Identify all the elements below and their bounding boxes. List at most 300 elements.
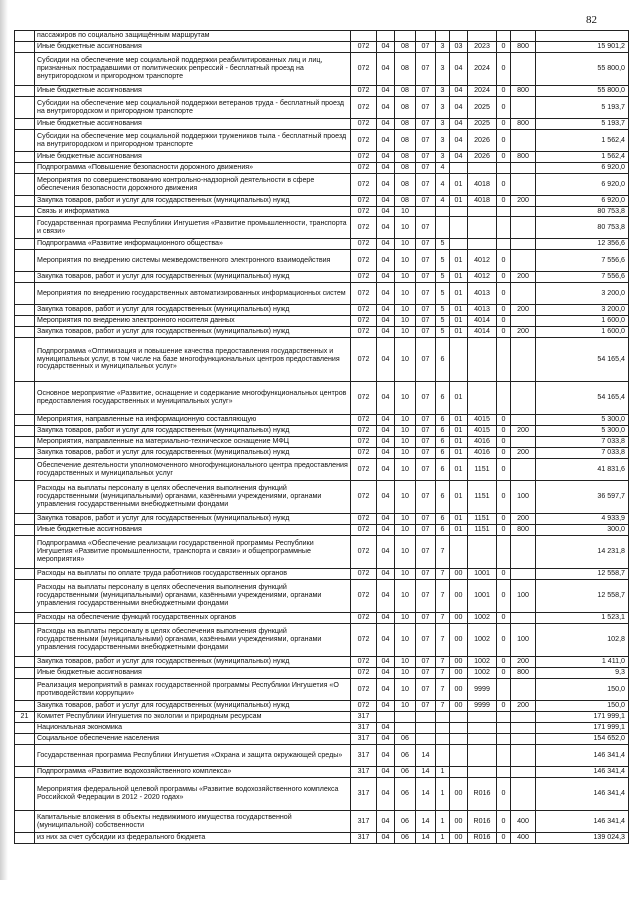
cell-pp [436, 723, 450, 734]
cell-pr: 10 [395, 272, 416, 283]
cell-ved: 072 [351, 569, 377, 580]
cell-ved: 072 [351, 437, 377, 448]
cell-rz: 04 [377, 174, 395, 196]
cell-om: 00 [450, 624, 468, 657]
cell-sum: 7 033,8 [536, 437, 629, 448]
cell-gp: 07 [416, 250, 436, 272]
cell-ns [468, 217, 497, 239]
cell-name: Капитальные вложения в объекты недвижимого имущества государственной (муниципальной) собственности [35, 811, 351, 833]
cell-num [15, 426, 35, 437]
cell-gp: 07 [416, 53, 436, 86]
cell-pr: 06 [395, 778, 416, 811]
cell-ns: R016 [468, 833, 497, 844]
cell-pr: 06 [395, 811, 416, 833]
cell-rz: 04 [377, 514, 395, 525]
cell-num [15, 569, 35, 580]
cell-gp: 07 [416, 569, 436, 580]
cell-pr [395, 723, 416, 734]
cell-name: Мероприятия по совершенствованию контрольно-надзорной деятельности в сфере обеспечения безопасности дорожного движения [35, 174, 351, 196]
cell-vr [511, 382, 536, 415]
cell-rz [377, 31, 395, 42]
cell-pp: 5 [436, 305, 450, 316]
cell-num [15, 152, 35, 163]
cell-ns: 4018 [468, 196, 497, 207]
cell-name: Расходы на выплаты персоналу в целях обеспечения выполнения функций государственными (муниципальными) органами, казёнными учреждениями, органами управления государственными внебюджетными фондами [35, 624, 351, 657]
table-row [15, 119, 629, 130]
cell-sum: 5 193,7 [536, 119, 629, 130]
table-row [15, 415, 629, 426]
cell-num [15, 31, 35, 42]
cell-rz: 04 [377, 119, 395, 130]
cell-gp: 07 [416, 657, 436, 668]
cell-ved: 317 [351, 723, 377, 734]
cell-ved: 317 [351, 778, 377, 811]
cell-gp: 07 [416, 163, 436, 174]
cell-gp: 07 [416, 272, 436, 283]
cell-num [15, 833, 35, 844]
cell-gp: 07 [416, 448, 436, 459]
cell-pp: 6 [436, 525, 450, 536]
cell-pp: 5 [436, 272, 450, 283]
cell-gp: 07 [416, 382, 436, 415]
cell-sum: 139 024,3 [536, 833, 629, 844]
cell-pr: 10 [395, 316, 416, 327]
cell-gp: 07 [416, 624, 436, 657]
cell-om: 01 [450, 525, 468, 536]
cell-ved: 072 [351, 42, 377, 53]
cell-ns: 4016 [468, 437, 497, 448]
table-row [15, 833, 629, 844]
cell-name: пассажиров по социально защищённым маршрутам [35, 31, 351, 42]
cell-name: из них за счет субсидии из федерального бюджета [35, 833, 351, 844]
cell-ns: 2024 [468, 53, 497, 86]
cell-om: 01 [450, 382, 468, 415]
cell-num [15, 778, 35, 811]
cell-num [15, 97, 35, 119]
cell-pp: 3 [436, 130, 450, 152]
cell-gp [416, 31, 436, 42]
cell-pp: 4 [436, 163, 450, 174]
cell-num [15, 174, 35, 196]
cell-ns [468, 734, 497, 745]
cell-pp [436, 31, 450, 42]
cell-ved: 072 [351, 207, 377, 217]
cell-ved: 072 [351, 459, 377, 481]
cell-pr: 06 [395, 745, 416, 767]
table-row [15, 207, 629, 217]
cell-sub: 0 [497, 657, 511, 668]
cell-sub: 0 [497, 174, 511, 196]
cell-ved: 072 [351, 679, 377, 701]
cell-gp: 14 [416, 778, 436, 811]
cell-num [15, 53, 35, 86]
cell-sum: 80 753,8 [536, 217, 629, 239]
cell-name: Субсидии на обеспечение мер социальной поддержки реабилитированных лиц и лиц, признанных пострадавшими от политических репрессий - бесплатный проезд на внутригородском и пригородном транспорте [35, 53, 351, 86]
table-row [15, 31, 629, 42]
cell-pp: 3 [436, 86, 450, 97]
cell-vr [511, 239, 536, 250]
cell-name: Закупка товаров, работ и услуг для государственных (муниципальных) нужд [35, 196, 351, 207]
cell-ns [468, 207, 497, 217]
cell-sub: 0 [497, 701, 511, 712]
cell-pp: 6 [436, 459, 450, 481]
cell-name: Иные бюджетные ассигнования [35, 42, 351, 53]
cell-pr: 10 [395, 481, 416, 514]
cell-rz: 04 [377, 250, 395, 272]
cell-rz: 04 [377, 569, 395, 580]
cell-gp: 14 [416, 833, 436, 844]
cell-ved: 072 [351, 305, 377, 316]
table-row [15, 811, 629, 833]
cell-sum: 9,3 [536, 668, 629, 679]
cell-sub: 0 [497, 580, 511, 613]
cell-ved: 072 [351, 174, 377, 196]
cell-sum: 55 800,0 [536, 86, 629, 97]
cell-sum: 12 356,6 [536, 239, 629, 250]
cell-pp: 1 [436, 778, 450, 811]
cell-rz: 04 [377, 382, 395, 415]
cell-sub [497, 723, 511, 734]
cell-rz: 04 [377, 723, 395, 734]
cell-rz: 04 [377, 130, 395, 152]
cell-rz: 04 [377, 426, 395, 437]
cell-ns: 1002 [468, 657, 497, 668]
cell-sub [497, 239, 511, 250]
cell-pr: 10 [395, 250, 416, 272]
table-row [15, 42, 629, 53]
cell-sub: 0 [497, 42, 511, 53]
cell-vr: 200 [511, 514, 536, 525]
cell-sum: 6 920,0 [536, 174, 629, 196]
cell-om: 01 [450, 272, 468, 283]
cell-vr: 800 [511, 668, 536, 679]
cell-pr: 10 [395, 536, 416, 569]
cell-ns: 2023 [468, 42, 497, 53]
cell-pr: 10 [395, 701, 416, 712]
cell-name: Социальное обеспечение населения [35, 734, 351, 745]
cell-rz: 04 [377, 415, 395, 426]
cell-num [15, 196, 35, 207]
cell-pr [395, 31, 416, 42]
cell-name: Государственная программа Республики Ингушетия «Охрана и защита окружающей среды» [35, 745, 351, 767]
cell-gp [416, 723, 436, 734]
cell-name: Закупка товаров, работ и услуг для государственных (муниципальных) нужд [35, 657, 351, 668]
cell-ns: 1151 [468, 459, 497, 481]
cell-gp: 07 [416, 305, 436, 316]
cell-gp [416, 207, 436, 217]
cell-pp: 7 [436, 569, 450, 580]
cell-sub: 0 [497, 833, 511, 844]
cell-num [15, 448, 35, 459]
cell-sub: 0 [497, 250, 511, 272]
cell-rz: 04 [377, 481, 395, 514]
cell-om [450, 31, 468, 42]
cell-vr: 800 [511, 119, 536, 130]
cell-vr [511, 569, 536, 580]
cell-gp: 07 [416, 679, 436, 701]
cell-vr: 200 [511, 272, 536, 283]
cell-sub: 0 [497, 305, 511, 316]
cell-pr: 08 [395, 152, 416, 163]
cell-sum: 102,8 [536, 624, 629, 657]
cell-ved: 317 [351, 833, 377, 844]
cell-pp: 7 [436, 679, 450, 701]
cell-pp: 6 [436, 437, 450, 448]
cell-sum: 1 600,0 [536, 327, 629, 338]
cell-name: Национальная экономика [35, 723, 351, 734]
cell-name: Обеспечение деятельности уполномоченного многофункционального центра предоставления государственных и муниципальных услуг [35, 459, 351, 481]
cell-om [450, 767, 468, 778]
cell-sum: 171 999,1 [536, 723, 629, 734]
table-row [15, 448, 629, 459]
cell-name: Закупка товаров, работ и услуг для государственных (муниципальных) нужд [35, 327, 351, 338]
cell-pp: 7 [436, 701, 450, 712]
cell-rz [377, 712, 395, 723]
cell-sum: 41 831,6 [536, 459, 629, 481]
cell-ved: 072 [351, 613, 377, 624]
cell-num [15, 239, 35, 250]
cell-vr [511, 734, 536, 745]
cell-ved: 072 [351, 272, 377, 283]
cell-sum: 4 933,9 [536, 514, 629, 525]
cell-pp: 4 [436, 196, 450, 207]
cell-ved: 072 [351, 97, 377, 119]
cell-sub [497, 767, 511, 778]
cell-ved: 072 [351, 119, 377, 130]
cell-sum: 154 652,0 [536, 734, 629, 745]
cell-vr [511, 130, 536, 152]
cell-sub: 0 [497, 481, 511, 514]
cell-gp: 07 [416, 668, 436, 679]
cell-pp: 6 [436, 481, 450, 514]
table-row [15, 778, 629, 811]
cell-sum: 7 556,6 [536, 272, 629, 283]
cell-ns: 4013 [468, 305, 497, 316]
cell-sum: 12 558,7 [536, 569, 629, 580]
cell-vr: 400 [511, 811, 536, 833]
cell-rz: 04 [377, 53, 395, 86]
cell-num [15, 701, 35, 712]
cell-sub [497, 734, 511, 745]
cell-name: Реализация мероприятий в рамках государственной программы Республики Ингушетия «О противодействии коррупции» [35, 679, 351, 701]
cell-vr: 200 [511, 196, 536, 207]
cell-gp: 07 [416, 130, 436, 152]
cell-num [15, 657, 35, 668]
cell-om: 01 [450, 196, 468, 207]
cell-om [450, 207, 468, 217]
cell-pr: 08 [395, 42, 416, 53]
cell-rz: 04 [377, 207, 395, 217]
cell-ved: 317 [351, 734, 377, 745]
cell-vr [511, 174, 536, 196]
cell-name: Подпрограмма «Развитие водохозяйственного комплекса» [35, 767, 351, 778]
cell-rz: 04 [377, 283, 395, 305]
cell-vr [511, 437, 536, 448]
cell-pr: 08 [395, 196, 416, 207]
cell-ved: 072 [351, 481, 377, 514]
cell-ns [468, 712, 497, 723]
cell-pp: 7 [436, 668, 450, 679]
cell-vr [511, 31, 536, 42]
cell-sub: 0 [497, 53, 511, 86]
cell-sum: 36 597,7 [536, 481, 629, 514]
cell-sum: 1 600,0 [536, 316, 629, 327]
page-number: 82 [586, 14, 597, 26]
cell-gp: 07 [416, 701, 436, 712]
cell-gp: 07 [416, 580, 436, 613]
cell-om: 00 [450, 657, 468, 668]
cell-om: 00 [450, 679, 468, 701]
cell-gp: 07 [416, 426, 436, 437]
cell-ns: 1001 [468, 569, 497, 580]
cell-pr: 10 [395, 305, 416, 316]
cell-ved: 072 [351, 250, 377, 272]
cell-num [15, 481, 35, 514]
cell-om: 00 [450, 778, 468, 811]
cell-name: Иные бюджетные ассигнования [35, 668, 351, 679]
cell-pp: 5 [436, 283, 450, 305]
table-row [15, 525, 629, 536]
cell-name: Комитет Республики Ингушетия по экологии и природным ресурсам [35, 712, 351, 723]
cell-num [15, 613, 35, 624]
cell-sum: 150,0 [536, 679, 629, 701]
cell-num [15, 42, 35, 53]
cell-om [450, 163, 468, 174]
cell-ns [468, 338, 497, 382]
table-row [15, 459, 629, 481]
table-row [15, 613, 629, 624]
cell-om: 00 [450, 613, 468, 624]
cell-rz: 04 [377, 657, 395, 668]
cell-pr: 10 [395, 283, 416, 305]
cell-sum: 54 165,4 [536, 338, 629, 382]
cell-name: Мероприятия федеральной целевой программы «Развитие водохозяйственного комплекса Российской Федерации в 2012 - 2020 годах» [35, 778, 351, 811]
cell-name: Закупка товаров, работ и услуг для государственных (муниципальных) нужд [35, 514, 351, 525]
cell-rz: 04 [377, 86, 395, 97]
cell-pp: 6 [436, 514, 450, 525]
cell-ved: 317 [351, 712, 377, 723]
cell-ved: 072 [351, 536, 377, 569]
cell-rz: 04 [377, 679, 395, 701]
cell-rz: 04 [377, 624, 395, 657]
cell-ved: 072 [351, 525, 377, 536]
cell-sum: 1 562,4 [536, 130, 629, 152]
cell-pr: 10 [395, 679, 416, 701]
cell-pr: 10 [395, 569, 416, 580]
cell-ved: 317 [351, 767, 377, 778]
cell-rz: 04 [377, 217, 395, 239]
cell-sum: 55 800,0 [536, 53, 629, 86]
cell-ns: 1151 [468, 525, 497, 536]
cell-ved: 072 [351, 327, 377, 338]
cell-om: 01 [450, 514, 468, 525]
cell-sum [536, 31, 629, 42]
cell-ns: R016 [468, 778, 497, 811]
cell-name: Подпрограмма «Повышение безопасности дорожного движения» [35, 163, 351, 174]
cell-sub: 0 [497, 525, 511, 536]
cell-vr: 800 [511, 86, 536, 97]
cell-sub [497, 207, 511, 217]
cell-sum: 7 033,8 [536, 448, 629, 459]
cell-rz: 04 [377, 734, 395, 745]
cell-vr: 800 [511, 152, 536, 163]
cell-om [450, 217, 468, 239]
table-row [15, 679, 629, 701]
cell-vr: 100 [511, 580, 536, 613]
cell-vr: 400 [511, 833, 536, 844]
cell-name: Мероприятия, направленные на информационную составляющую [35, 415, 351, 426]
cell-om: 00 [450, 580, 468, 613]
cell-om: 00 [450, 701, 468, 712]
cell-name: Расходы на выплаты по оплате труда работников государственных органов [35, 569, 351, 580]
table-row [15, 624, 629, 657]
cell-rz: 04 [377, 327, 395, 338]
table-row [15, 338, 629, 382]
cell-ved: 072 [351, 163, 377, 174]
cell-num [15, 514, 35, 525]
cell-sub: 0 [497, 514, 511, 525]
cell-name: Иные бюджетные ассигнования [35, 152, 351, 163]
table-row [15, 723, 629, 734]
cell-rz: 04 [377, 305, 395, 316]
cell-sum: 146 341,4 [536, 767, 629, 778]
cell-pp: 5 [436, 316, 450, 327]
cell-pr: 10 [395, 624, 416, 657]
cell-pp: 3 [436, 119, 450, 130]
cell-gp: 07 [416, 613, 436, 624]
cell-sum: 5 193,7 [536, 97, 629, 119]
cell-sub [497, 536, 511, 569]
cell-gp: 07 [416, 239, 436, 250]
table-row [15, 130, 629, 152]
cell-pp: 1 [436, 767, 450, 778]
cell-pr: 10 [395, 668, 416, 679]
cell-om: 01 [450, 459, 468, 481]
cell-num [15, 283, 35, 305]
table-row [15, 580, 629, 613]
cell-ved: 072 [351, 382, 377, 415]
cell-om: 01 [450, 415, 468, 426]
cell-ved: 072 [351, 514, 377, 525]
cell-om: 03 [450, 42, 468, 53]
cell-sub: 0 [497, 448, 511, 459]
cell-name: Расходы на выплаты персоналу в целях обеспечения выполнения функций государственными (муниципальными) органами, казёнными учреждениями, органами управления государственными внебюджетными фондами [35, 481, 351, 514]
table-row [15, 426, 629, 437]
cell-ns: 9999 [468, 701, 497, 712]
cell-pr: 08 [395, 174, 416, 196]
cell-vr [511, 613, 536, 624]
cell-ns [468, 31, 497, 42]
cell-pr: 06 [395, 767, 416, 778]
cell-vr [511, 723, 536, 734]
cell-pp: 1 [436, 833, 450, 844]
cell-num [15, 163, 35, 174]
cell-ns: 1002 [468, 668, 497, 679]
cell-sub: 0 [497, 316, 511, 327]
cell-rz: 04 [377, 437, 395, 448]
cell-ns: 2024 [468, 86, 497, 97]
cell-ns: 1001 [468, 580, 497, 613]
cell-vr: 200 [511, 701, 536, 712]
cell-pp: 5 [436, 250, 450, 272]
cell-rz: 04 [377, 767, 395, 778]
table-row [15, 514, 629, 525]
cell-name: Закупка товаров, работ и услуг для государственных (муниципальных) нужд [35, 305, 351, 316]
cell-name: Закупка товаров, работ и услуг для государственных (муниципальных) нужд [35, 272, 351, 283]
scan-edge-shadow [0, 0, 8, 905]
cell-sub: 0 [497, 778, 511, 811]
cell-name: Закупка товаров, работ и услуг для государственных (муниципальных) нужд [35, 701, 351, 712]
